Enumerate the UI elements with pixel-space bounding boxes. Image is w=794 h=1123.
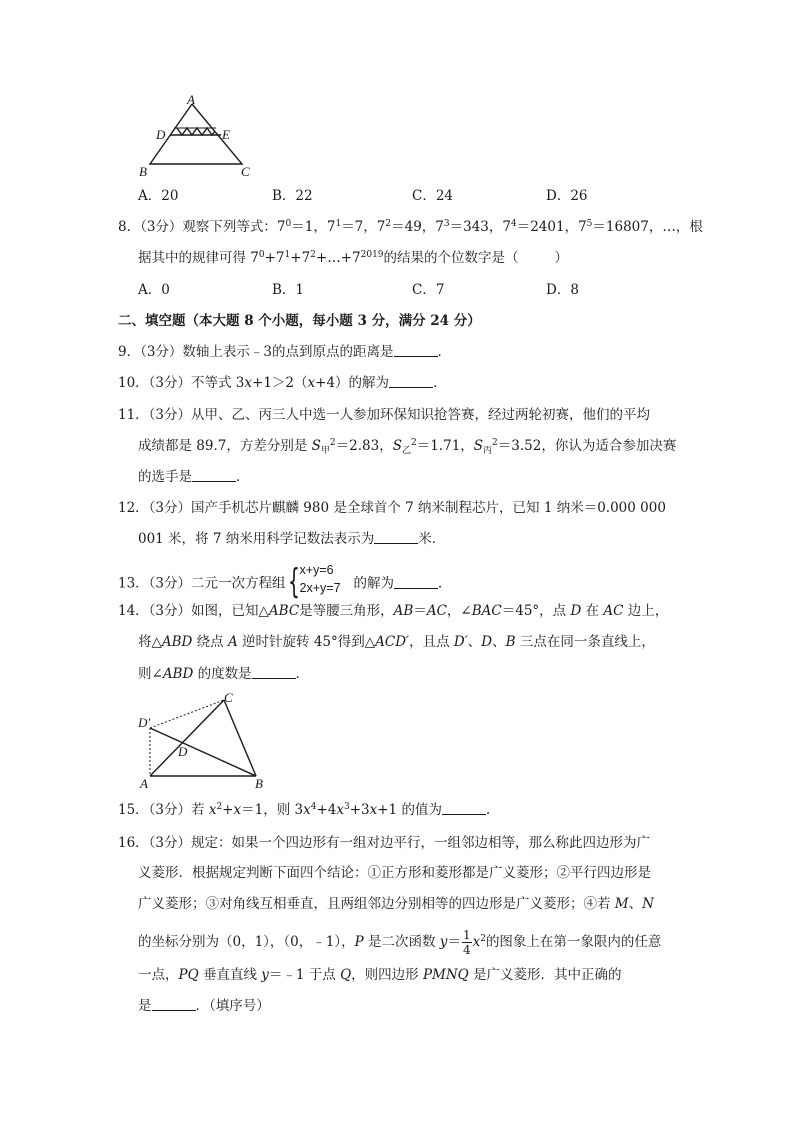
side-bc <box>224 700 256 776</box>
label-c: C <box>224 690 233 705</box>
triangle-figure-q7 <box>130 92 260 182</box>
label-d: D <box>178 744 188 759</box>
side-ac <box>150 700 224 776</box>
q9: 9．（3分）数轴上表示﹣3的点到原点的距离是 ． <box>118 344 452 360</box>
q13: 13．（3分）二元一次方程组 { x+y=6 2x+y=7 的解为 ． <box>118 562 452 602</box>
q16-line4: 的坐标分别为（0，1），（0，﹣1），P 是二次函数 y＝ $\frac{1}{4}$ $x^2$的图象上在第一象限内的任意 <box>138 928 662 957</box>
q8-line1: 8．（3分）观察下列等式：$7^0=1$，$7^1=7$，$7^2=49$，$7^3=343$，$7^4=2401$，$7^5=16807$，…，根 <box>118 219 703 235</box>
q14-line2: 将△ABD 绕点 A 逆时针旋转 45°得到△ACD′，且点 D′、D、B 三点在同一条直线上， <box>138 634 655 650</box>
q14-line1: 14．（3分）如图，已知△ABC是等腰三角形，AB＝AC，∠BAC＝45°，点 D 在 AC 边上， <box>118 603 669 619</box>
zigzag-lines <box>177 128 215 135</box>
q7-option-c[interactable]: C．24 <box>412 188 454 204</box>
label-d-prime: D′ <box>138 715 151 730</box>
triangle-figure-q14 <box>134 688 274 790</box>
q11-answer-blank[interactable] <box>192 469 236 482</box>
section-2-heading: 二、填空题（本大题 8 个小题，每小题 3 分，满分 24 分） <box>118 313 481 329</box>
q11-line2: 成绩都是 89.7，方差分别是 $S_甲^2=2.83$，$S_乙^2=1.71$，$S_丙^2=3.52$，你认为适合参加决赛 <box>138 438 677 456</box>
q12-line1: 12．（3分）国产手机芯片麒麟 980 是全球首个 7 纳米制程芯片，已知 1 纳米＝0.000 000 <box>118 500 666 516</box>
q16-line6: 是 ．（填序号） <box>138 998 270 1014</box>
line-dpb <box>150 728 256 776</box>
label-c: C <box>241 164 250 179</box>
q11-line3: 的选手是 ． <box>138 469 250 485</box>
q10: 10．（3分）不等式 3x+1＞2（x+4）的解为 ． <box>118 375 447 391</box>
q16-line2: 义菱形．根据规定判断下面四个结论：①正方形和菱形都是广义菱形；②平行四边形是 <box>138 865 651 881</box>
q16-line1: 16．（3分）规定：如果一个四边形有一组对边平行，一组邻边相等，那么称此四边形为广 <box>118 835 651 851</box>
label-b: B <box>139 164 147 179</box>
q15: 15．（3分）若 $x^2+x=1$，则 $3x^4+4x^3+3x+1$ 的值为 ． <box>118 802 500 818</box>
q7-option-a[interactable]: A．20 <box>138 188 179 204</box>
fraction-one-quarter: $\frac{1}{4}$ <box>462 928 471 957</box>
q16-line5: 一点，PQ 垂直直线 y＝﹣1 于点 Q，则四边形 PMNQ 是广义菱形．其中正确的 <box>138 967 622 983</box>
dashed-dpc <box>150 700 224 728</box>
q8-line2: 据其中的规律可得 $7^0+7^1+7^2+\dots+7^{2019}$的结果的个位数字是（ ） <box>138 250 569 266</box>
q8-option-b[interactable]: B．1 <box>272 282 305 298</box>
q10-answer-blank[interactable] <box>389 375 433 388</box>
q8-option-c[interactable]: C．7 <box>412 282 445 298</box>
label-a: A <box>140 776 148 790</box>
q13-answer-blank[interactable] <box>394 576 438 589</box>
q16-line3: 广义菱形；③对角线互相垂直，且两组邻边分别相等的四边形是广义菱形；④若 M、N <box>138 896 654 912</box>
label-d: D <box>156 127 166 142</box>
q7-option-d[interactable]: D．26 <box>546 188 588 204</box>
q11-line1: 11．（3分）从甲、乙、丙三人中选一人参加环保知识抢答赛，经过两轮初赛，他们的平均 <box>118 407 651 423</box>
equation-system: { x+y=6 2x+y=7 <box>287 562 341 602</box>
q16-answer-blank[interactable] <box>152 998 196 1011</box>
label-a: A <box>187 92 195 107</box>
q7-option-b[interactable]: B．22 <box>272 188 313 204</box>
q8-option-a[interactable]: A．0 <box>138 282 170 298</box>
q14-answer-blank[interactable] <box>252 666 296 679</box>
q12-answer-blank[interactable] <box>374 531 418 544</box>
label-b: B <box>255 776 263 790</box>
q8-option-d[interactable]: D．8 <box>546 282 579 298</box>
q9-answer-blank[interactable] <box>394 344 438 357</box>
q14-line3: 则∠ABD 的度数是 ． <box>138 666 310 682</box>
label-e: E <box>222 127 230 142</box>
q15-answer-blank[interactable] <box>442 802 486 815</box>
q12-line2: 001 米，将 7 纳米用科学记数法表示为 米． <box>138 531 446 547</box>
